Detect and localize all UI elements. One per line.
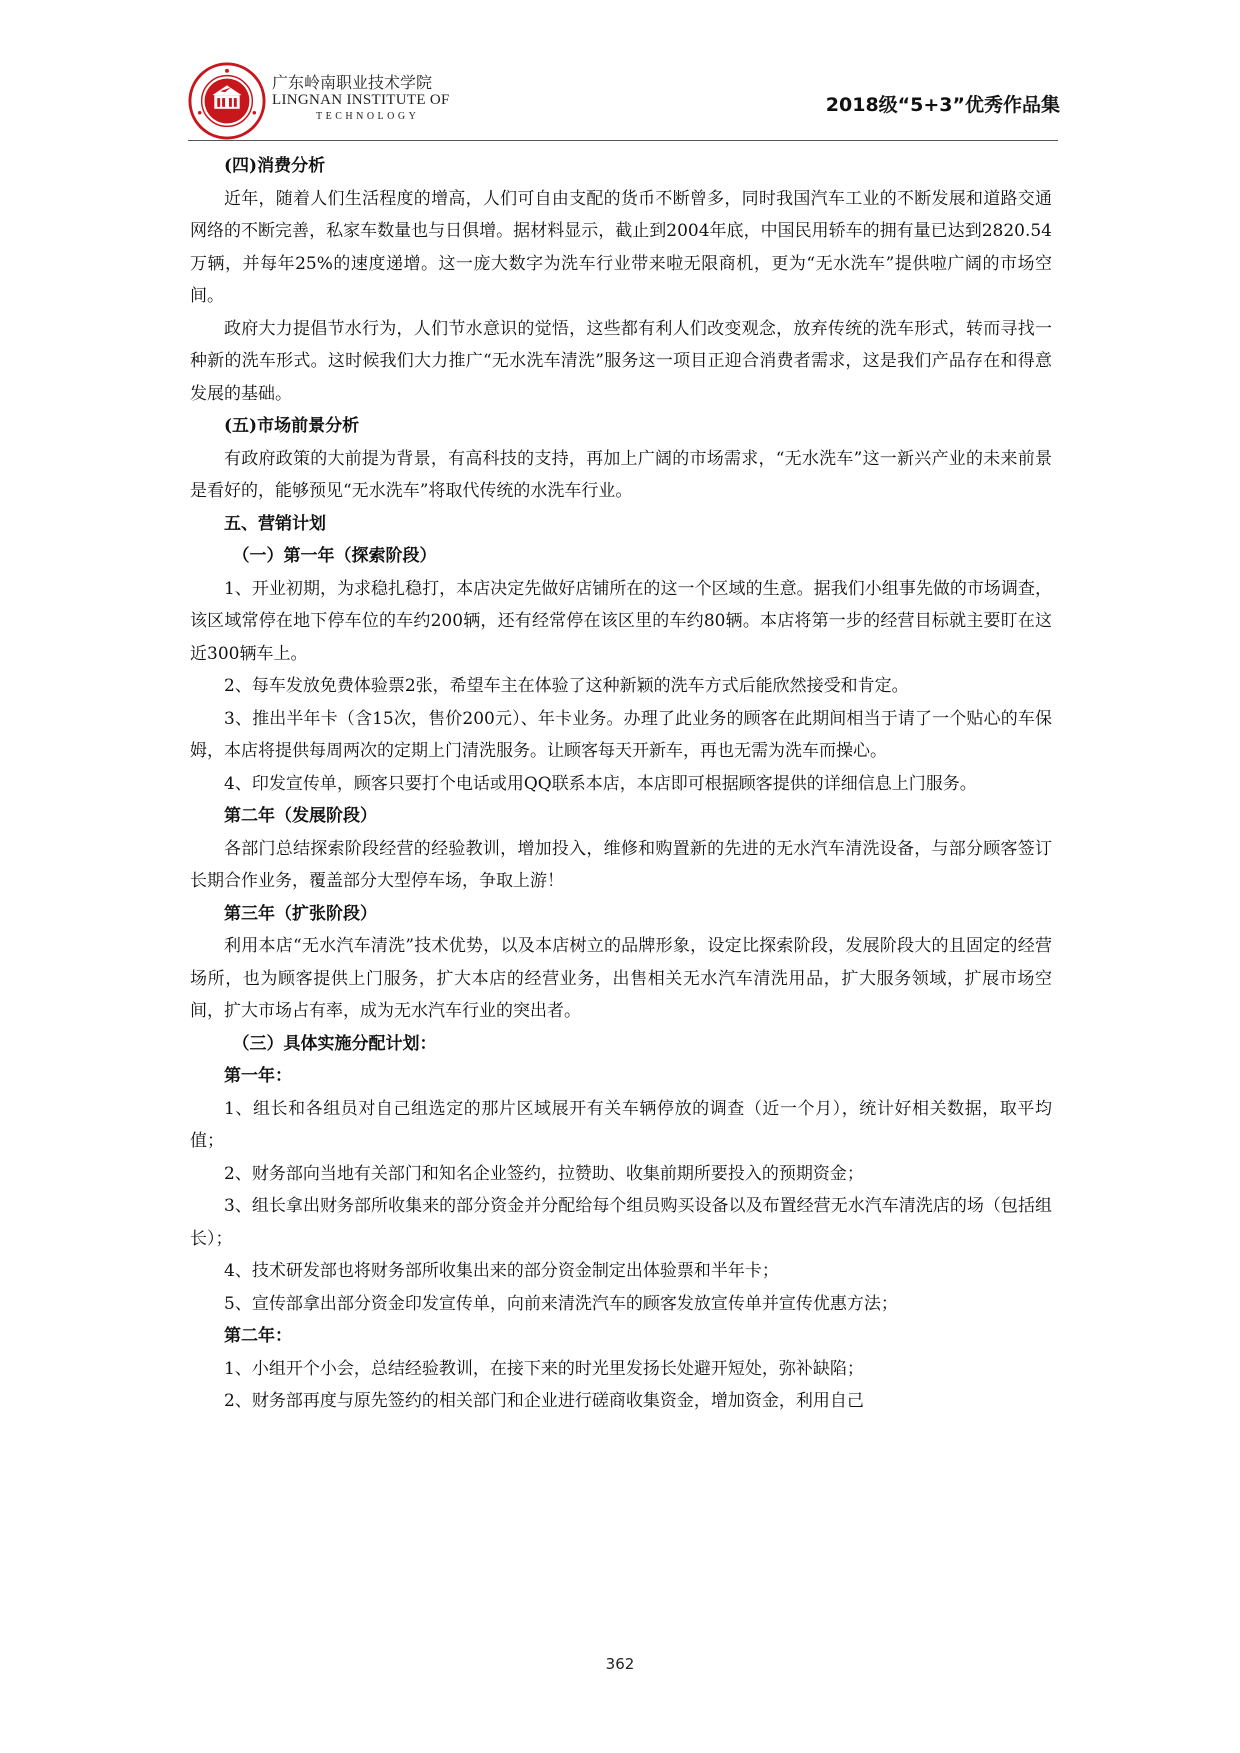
- page-number: 362: [605, 1655, 635, 1673]
- body-paragraph: 近年，随着人们生活程度的增高，人们可自由支配的货币不断曾多，同时我国汽车工业的不断发展和道路交通网络的不断完善，私家车数量也与日俱增。据材料显示，截止到2004年底，中国民用轿车的拥有量已达到2820.54万辆，并每年25%的速度递增。这一庞大数字为洗车行业带来啦无限商机，更为“无水洗车”提供啦广阔的市场空间。: [190, 188, 1052, 306]
- body-paragraph: 各部门总结探索阶段经营的经验教训，增加投入，维修和购置新的先进的无水汽车清洗设备，与部分顾客签订长期合作业务，覆盖部分大型停车场，争取上游！: [190, 838, 1052, 891]
- body-paragraph: 2、每车发放免费体验票2张，希望车主在体验了这种新颖的洗车方式后能欣然接受和肯定。: [224, 676, 909, 696]
- school-logo-icon: [188, 62, 266, 140]
- section-heading: (五)市场前景分析: [224, 416, 360, 436]
- section-heading: 五、营销计划: [224, 513, 326, 534]
- school-name-en-2: TECHNOLOGY: [316, 111, 420, 122]
- body-paragraph: 2、财务部向当地有关部门和知名企业签约，拉赞助、收集前期所要投入的预期资金；: [224, 1163, 864, 1184]
- body-paragraph: 2、财务部再度与原先签约的相关部门和企业进行磋商收集资金，增加资金，利用自己: [224, 1391, 864, 1411]
- page-header: [0, 0, 1240, 145]
- collection-title: 2018级“5+3”优秀作品集: [825, 94, 1060, 116]
- section-heading: 第一年：: [224, 1066, 292, 1086]
- body-paragraph: 3、组长拿出财务部所收集来的部分资金并分配给每个组员购买设备以及布置经营无水汽车清洗店的场（包括组长）；: [190, 1196, 1052, 1249]
- section-heading: 第三年（扩张阶段）: [224, 903, 377, 924]
- section-heading: （三）具体实施分配计划：: [232, 1033, 437, 1054]
- body-paragraph: 3、推出半年卡（含15次，售价200元）、年卡业务。办理了此业务的顾客在此期间相当于请了一个贴心的车保姆，本店将提供每周两次的定期上门清洗服务。让顾客每天开新车，再也无需为洗车而操心。: [190, 708, 1052, 761]
- body-paragraph: 5、宣传部拿出部分资金印发宣传单，向前来清洗汽车的顾客发放宣传单并宣传优惠方法；: [224, 1293, 898, 1314]
- body-paragraph: 利用本店“无水汽车清洗”技术优势，以及本店树立的品牌形象，设定比探索阶段，发展阶段大的且固定的经营场所，也为顾客提供上门服务，扩大本店的经营业务，出售相关无水汽车清洗用品，扩大服务领域，扩展市场空间，扩大市场占有率，成为无水汽车行业的突出者。: [190, 936, 1052, 1021]
- section-heading: （一）第一年（探索阶段）: [232, 546, 437, 566]
- document-body: [190, 150, 1052, 1418]
- section-heading: (四)消费分析: [224, 156, 326, 176]
- body-paragraph: 1、开业初期，为求稳扎稳打，本店决定先做好店铺所在的这一个区域的生意。据我们小组事先做的市场调查，该区域常停在地下停车位的车约200辆，还有经常停在该区里的车约80辆。本店将第一步的经营目标就主要盯在这近300辆车上。: [190, 578, 1052, 664]
- header-divider: [188, 140, 1058, 141]
- body-paragraph: 1、组长和各组员对自己组选定的那片区域展开有关车辆停放的调查（近一个月），统计好相关数据，取平均值；: [190, 1098, 1052, 1151]
- school-name-cn: 广东岭南职业技术学院: [272, 73, 433, 92]
- body-paragraph: 有政府政策的大前提为背景，有高科技的支持，再加上广阔的市场需求，“无水洗车”这一新兴产业的未来前景是看好的，能够预见“无水洗车”将取代传统的水洗车行业。: [190, 448, 1052, 501]
- section-heading: 第二年：: [224, 1326, 292, 1346]
- body-paragraph: 1、小组开个小会，总结经验教训，在接下来的时光里发扬长处避开短处，弥补缺陷；: [224, 1358, 864, 1379]
- body-paragraph: 4、印发宣传单，顾客只要打个电话或用QQ联系本店，本店即可根据顾客提供的详细信息上门服务。: [224, 773, 977, 794]
- section-heading: 第二年（发展阶段）: [224, 806, 377, 826]
- body-paragraph: 4、技术研发部也将财务部所收集出来的部分资金制定出体验票和半年卡；: [224, 1261, 779, 1281]
- body-paragraph: 政府大力提倡节水行为，人们节水意识的觉悟，这些都有利人们改变观念，放弃传统的洗车形式，转而寻找一种新的洗车形式。这时候我们大力推广“无水洗车清洗”服务这一项目正迎合消费者需求，这是我们产品存在和得意发展的基础。: [190, 318, 1052, 404]
- school-name-en: LINGNAN INSTITUTE OF: [272, 92, 450, 108]
